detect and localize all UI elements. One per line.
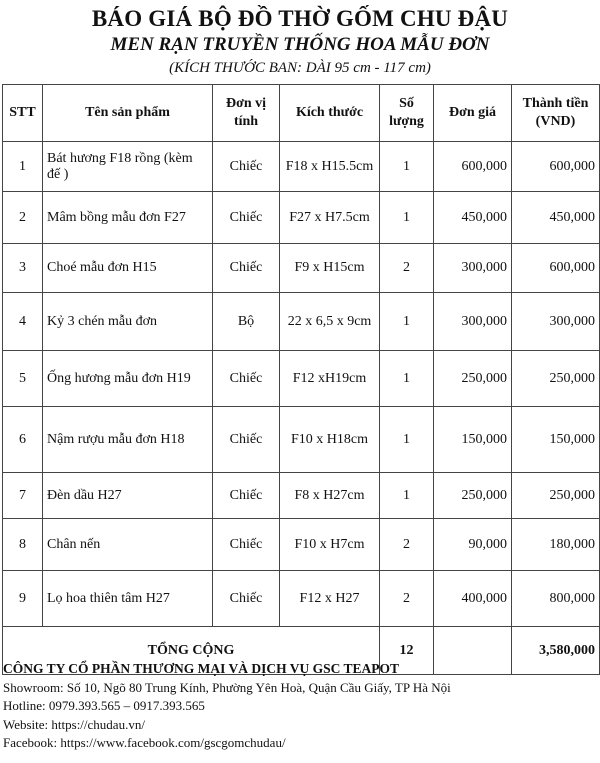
row-stt: 7 [3, 473, 43, 519]
row-unit-price: 150,000 [434, 407, 512, 473]
table-row [3, 351, 600, 407]
table-header-row [3, 85, 600, 142]
total-amount: 3,580,000 [512, 627, 600, 675]
row-unit: Chiếc [213, 142, 280, 192]
website-link[interactable]: Website: https://chudau.vn/ [3, 716, 145, 732]
table-row [3, 407, 600, 473]
row-unit: Chiếc [213, 571, 280, 627]
row-line-total: 600,000 [512, 142, 600, 192]
company-name: CÔNG TY CỔ PHẦN THƯƠNG MẠI VÀ DỊCH VỤ GSC TEAPOT [3, 661, 400, 676]
row-size: F10 x H7cm [280, 519, 380, 571]
row-unit-price: 250,000 [434, 351, 512, 407]
row-size: F27 x H7.5cm [280, 192, 380, 244]
row-size: 22 x 6,5 x 9cm [280, 293, 380, 351]
row-line-total: 150,000 [512, 407, 600, 473]
row-stt: 1 [3, 142, 43, 192]
row-quantity: 1 [380, 142, 434, 192]
row-product-name: Chân nến [43, 519, 213, 571]
row-size: F12 xH19cm [280, 351, 380, 407]
table-row [3, 571, 600, 627]
row-line-total: 450,000 [512, 192, 600, 244]
row-quantity: 2 [380, 519, 434, 571]
row-size: F10 x H18cm [280, 407, 380, 473]
row-stt: 4 [3, 293, 43, 351]
row-size: F8 x H27cm [280, 473, 380, 519]
row-unit: Chiếc [213, 192, 280, 244]
row-unit: Chiếc [213, 244, 280, 293]
header-product-name: Tên sản phẩm [43, 85, 213, 142]
row-size: F12 x H27 [280, 571, 380, 627]
row-size: F9 x H15cm [280, 244, 380, 293]
row-quantity: 1 [380, 407, 434, 473]
row-unit: Chiếc [213, 407, 280, 473]
row-line-total: 250,000 [512, 351, 600, 407]
row-line-total: 250,000 [512, 473, 600, 519]
row-unit: Chiếc [213, 351, 280, 407]
row-product-name: Kỷ 3 chén mẫu đơn [43, 293, 213, 351]
row-unit: Bộ [213, 293, 280, 351]
row-line-total: 800,000 [512, 571, 600, 627]
facebook-link[interactable]: Facebook: https://www.facebook.com/gscgomchudau/ [3, 735, 286, 750]
header-quantity: Số lượng [380, 85, 434, 142]
header-unit-price: Đơn giá [434, 85, 512, 142]
row-unit: Chiếc [213, 519, 280, 571]
row-quantity: 1 [380, 473, 434, 519]
row-unit-price: 400,000 [434, 571, 512, 627]
hotline: Hotline: 0979.393.565 – 0917.393.565 [3, 698, 205, 713]
row-unit-price: 600,000 [434, 142, 512, 192]
row-line-total: 600,000 [512, 244, 600, 293]
size-note: (KÍCH THƯỚC BAN: DÀI 95 cm - 117 cm) [169, 60, 431, 76]
header-size: Kích thước [280, 85, 380, 142]
row-unit-price: 300,000 [434, 293, 512, 351]
row-size: F18 x H15.5cm [280, 142, 380, 192]
row-unit-price: 90,000 [434, 519, 512, 571]
header-line-total: Thành tiền (VND) [512, 85, 600, 142]
row-product-name: Đèn dầu H27 [43, 473, 213, 519]
row-product-name: Ống hương mẫu đơn H19 [43, 351, 213, 407]
table-row [3, 244, 600, 293]
row-quantity: 1 [380, 293, 434, 351]
price-table [2, 84, 600, 675]
row-line-total: 180,000 [512, 519, 600, 571]
row-product-name: Mâm bồng mẫu đơn F27 [43, 192, 213, 244]
table-row [3, 473, 600, 519]
table-row [3, 293, 600, 351]
row-product-name: Choé mẫu đơn H15 [43, 244, 213, 293]
header-stt: STT [3, 85, 43, 142]
row-stt: 3 [3, 244, 43, 293]
row-product-name: Bát hương F18 rồng (kèm đế ) [43, 142, 213, 192]
row-product-name: Nậm rượu mẫu đơn H18 [43, 407, 213, 473]
table-row [3, 519, 600, 571]
row-stt: 5 [3, 351, 43, 407]
page-subtitle: MEN RẠN TRUYỀN THỐNG HOA MẪU ĐƠN [110, 34, 490, 55]
page-title: BÁO GIÁ BỘ ĐỒ THỜ GỐM CHU ĐẬU [91, 6, 509, 31]
total-label: TỔNG CỘNG [3, 627, 380, 675]
row-unit: Chiếc [213, 473, 280, 519]
row-quantity: 1 [380, 351, 434, 407]
header-unit: Đơn vị tính [213, 85, 280, 142]
row-line-total: 300,000 [512, 293, 600, 351]
row-unit-price: 450,000 [434, 192, 512, 244]
row-quantity: 2 [380, 244, 434, 293]
row-product-name: Lọ hoa thiên tâm H27 [43, 571, 213, 627]
row-stt: 9 [3, 571, 43, 627]
row-stt: 8 [3, 519, 43, 571]
company-footer [3, 660, 597, 753]
row-unit-price: 250,000 [434, 473, 512, 519]
total-quantity: 12 [380, 627, 434, 675]
showroom-address: Showroom: Số 10, Ngõ 80 Trung Kính, Phường Yên Hoà, Quận Cầu Giấy, TP Hà Nội [3, 679, 451, 695]
table-row [3, 192, 600, 244]
row-quantity: 1 [380, 192, 434, 244]
row-unit-price: 300,000 [434, 244, 512, 293]
row-stt: 2 [3, 192, 43, 244]
table-row [3, 142, 600, 192]
row-stt: 6 [3, 407, 43, 473]
row-quantity: 2 [380, 571, 434, 627]
